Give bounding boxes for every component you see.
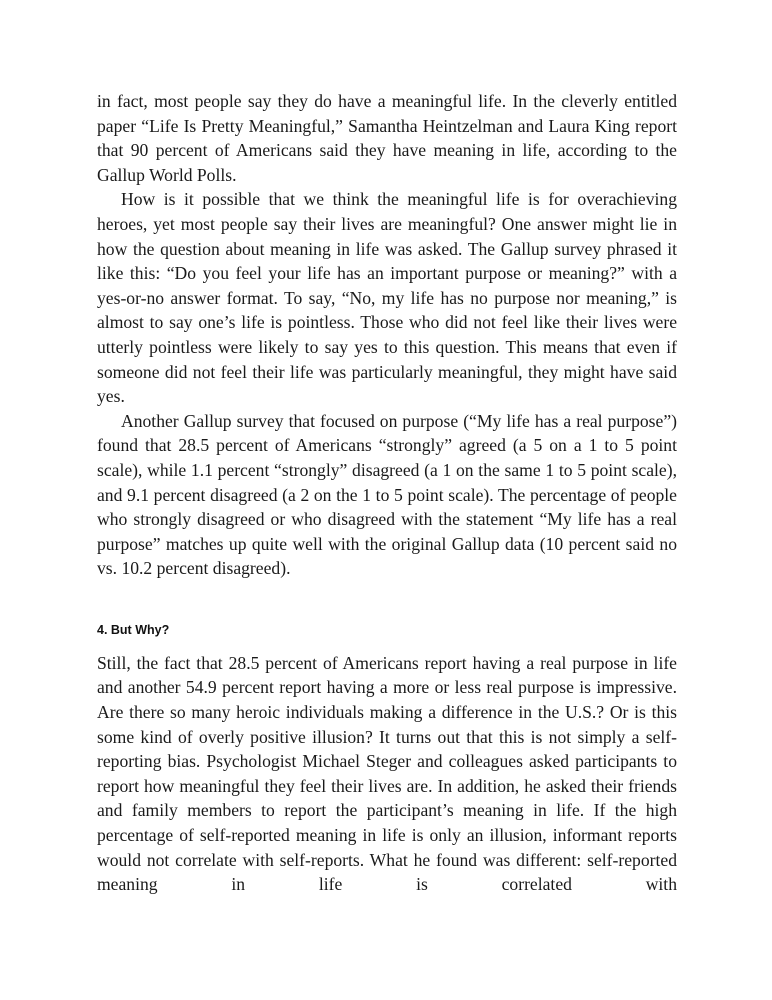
paragraph-purpose-survey: Another Gallup survey that focused on purpose (“My life has a real purpose”) found that 28.5 percent of Americans “strongly” agreed (a 5 on a 1 to 5 point scale), while 1.1 percent “strongly” disagreed (a 1 on the same 1 to 5 point scale), and 9.1 percent disagreed (a 2 on the 1 to 5 point scale). The percentage of people who strongly disagreed or who disagreed with the statement “My life has a real purpose” matches up quite well with the original Gallup data (10 percent said no vs. 10.2 percent disagreed). (97, 410, 677, 579)
paragraph-meaningful-life-survey: in fact, most people say they do have a meaningful life. In the cleverly entitled paper “Life Is Pretty Meaningful,” Samantha Heintzelman and Laura King report that 90 percent of Americans said they have meaning in life, according to the Gallup World Polls. (97, 91, 677, 185)
page-body (97, 89, 677, 897)
paragraph-but-why: Still, the fact that 28.5 percent of Americans report having a real purpose in life and another 54.9 percent report having a more or less real purpose is impressive. Are there so many heroic individuals making a difference in the U.S.? Or is this some kind of overly positive illusion? It turns out that this is not simply a self-reporting bias. Psychologist Michael Steger and colleagues asked participants to report how meaningful they feel their lives are. In addition, he asked their friends and family members to report the participant’s meaning in life. If the high percentage of self-reported meaning in life is only an illusion, informant reports would not correlate with self-reports. What he found was different: self-reported meaning in life is correlated with (97, 652, 677, 895)
paragraph-question-wording: How is it possible that we think the meaningful life is for overachieving heroes, yet most people say their lives are meaningful? One answer might lie in how the question about meaning in life was asked. The Gallup survey phrased it like this: “Do you feel your life has an important purpose or meaning?” with a yes-or-no answer format. To say, “No, my life has no purpose nor meaning,” is almost to say one’s life is pointless. Those who did not feel like their lives were utterly pointless were likely to say yes to this question. This means that even if someone did not feel their life was particularly meaningful, they might have said yes. (97, 189, 677, 407)
section-heading: 4. But Why? (97, 622, 170, 637)
